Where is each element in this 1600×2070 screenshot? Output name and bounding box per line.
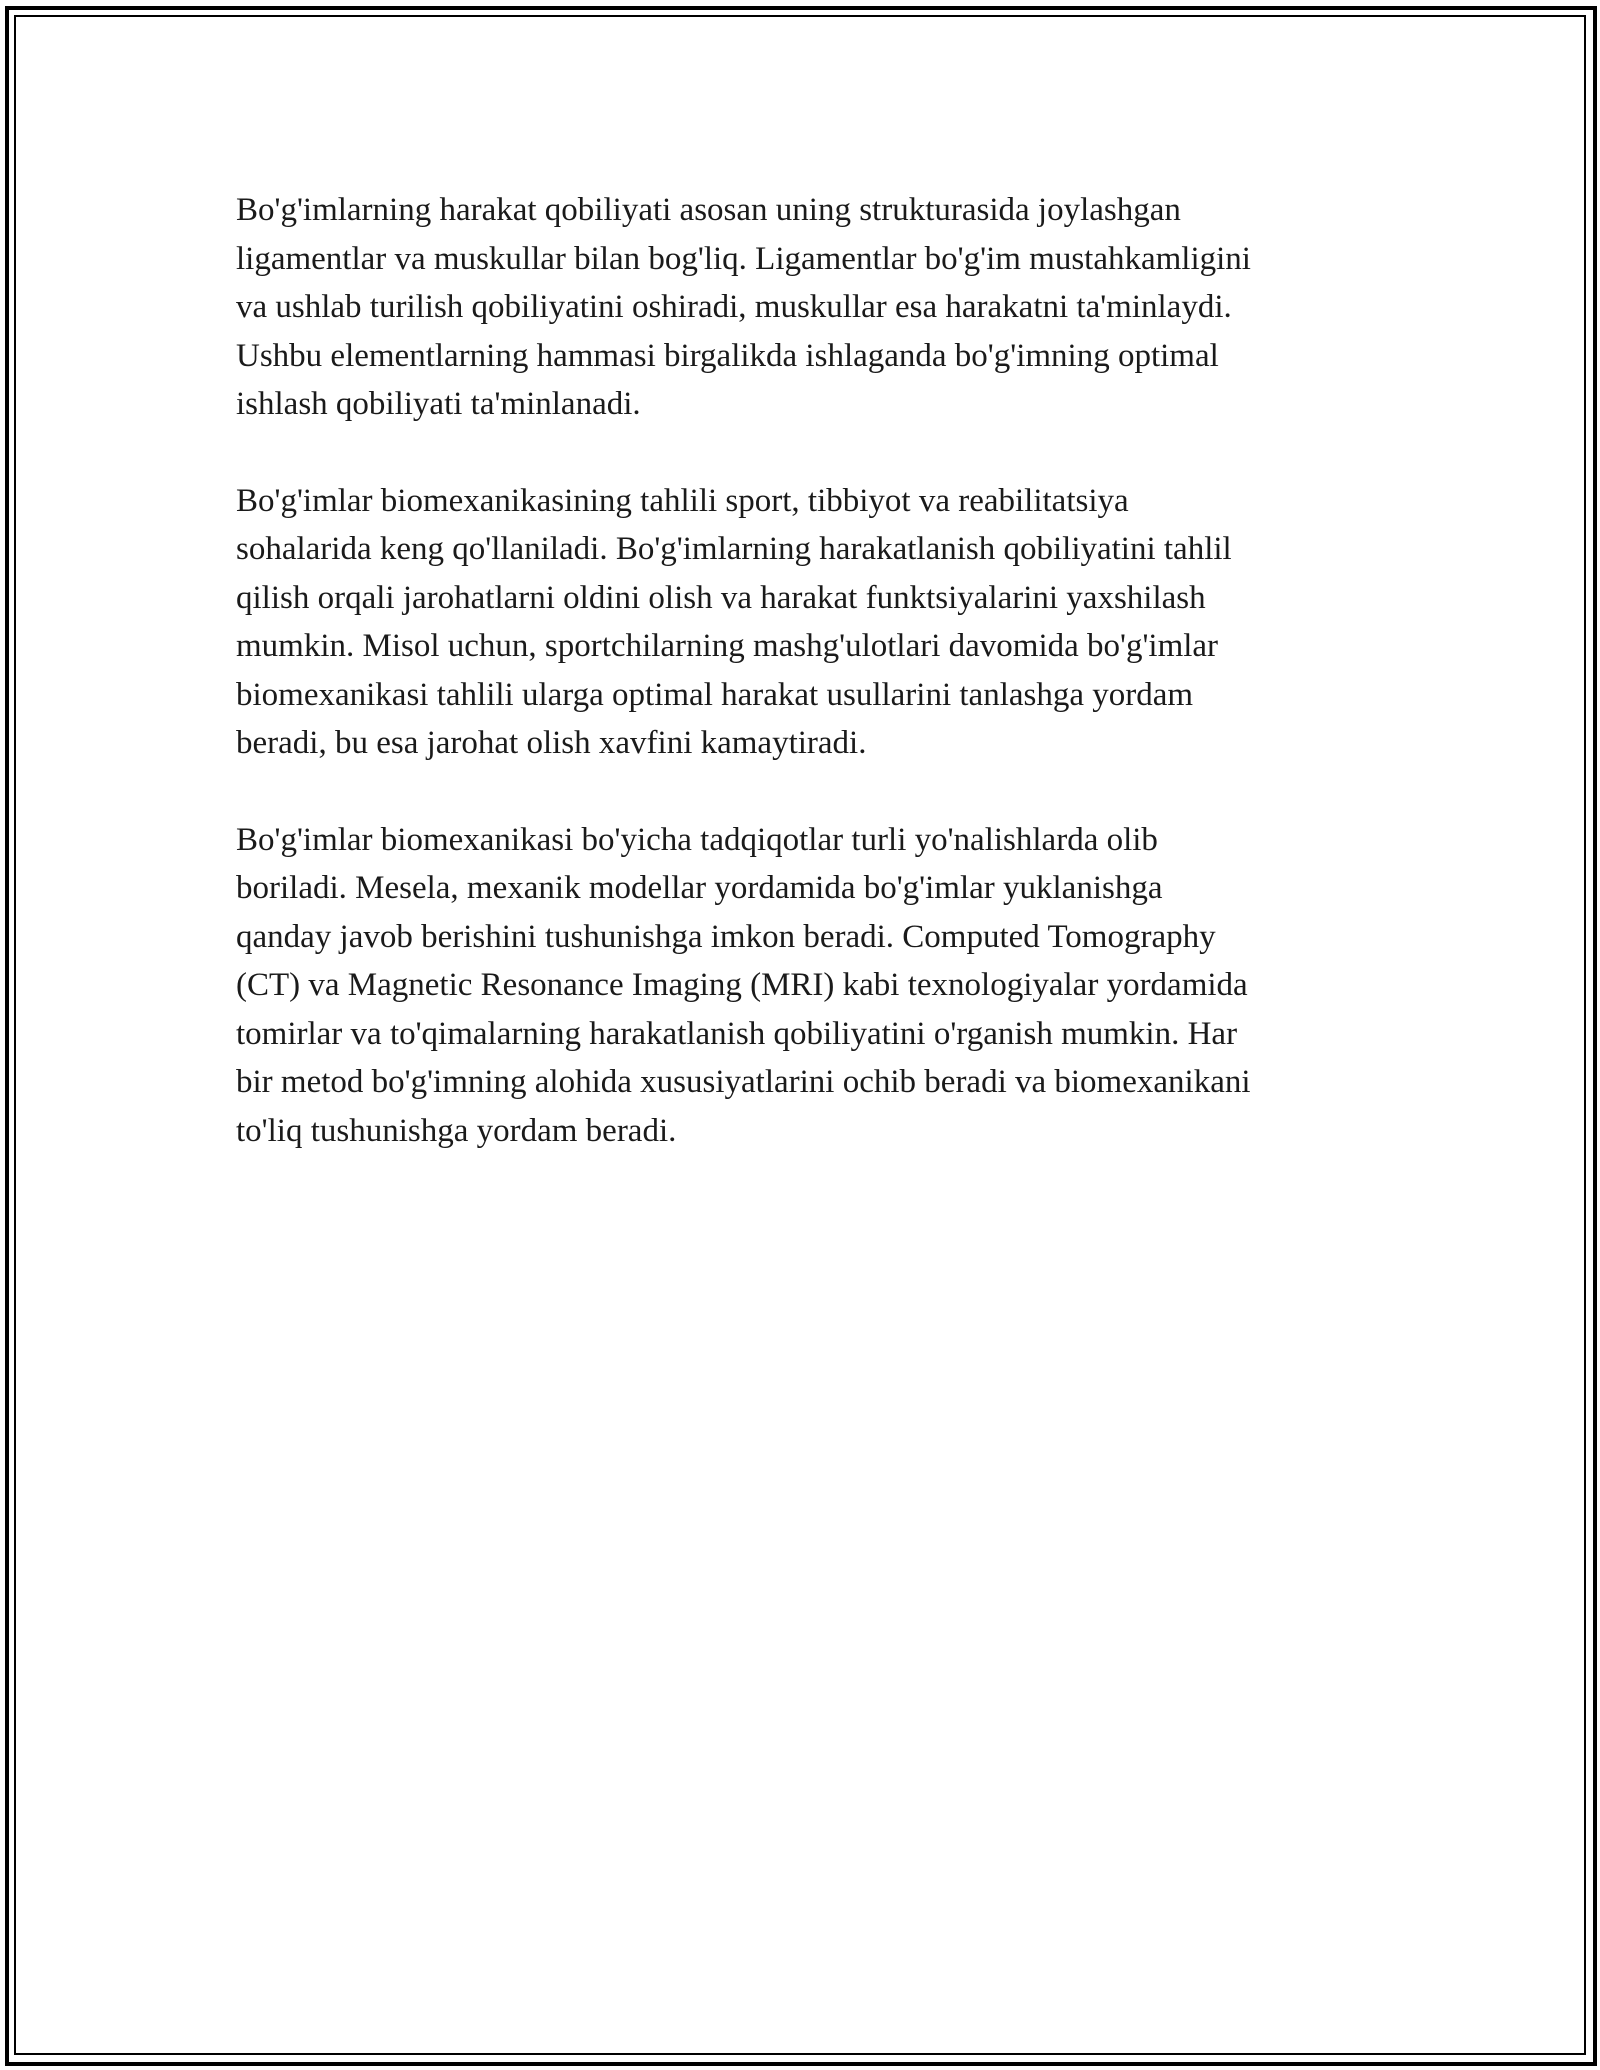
text-line: Ushbu elementlarning hammasi birgalikda ishlaganda bo'g'imning optimal [236, 337, 1219, 374]
text-line: biomexanikasi tahlili ularga optimal harakat usullarini tanlashga yordam [236, 676, 1194, 713]
text-line: bir metod bo'g'imning alohida xususiyatlarini ochib beradi va biomexanikani [236, 1064, 1251, 1100]
text-line: sohalarida keng qo'llaniladi. Bo'g'imlarning harakatlanish qobiliyatini tahlil [236, 531, 1232, 567]
document-body [236, 186, 1376, 1203]
text-line: to'liq tushunishga yordam beradi. [236, 1112, 677, 1149]
text-line: va ushlab turilish qobiliyatini oshiradi, muskullar esa harakatni ta'minlaydi. [236, 289, 1232, 325]
text-line: tomirlar va to'qimalarning harakatlanish qobiliyatini o'rganish mumkin. Har [236, 1015, 1238, 1052]
paragraph-2 [236, 477, 1376, 768]
text-line: beradi, bu esa jarohat olish xavfini kamaytiradi. [236, 725, 867, 761]
text-line: Bo'g'imlar biomexanikasi bo'yicha tadqiqotlar turli yo'nalishlarda olib [236, 821, 1158, 858]
text-line: mumkin. Misol uchun, sportchilarning mashg'ulotlari davomida bo'g'imlar [236, 628, 1219, 664]
text-line: ligamentlar va muskullar bilan bog'liq. Ligamentlar bo'g'im mustahkamligini [236, 240, 1251, 277]
text-line: qanday javob berishini tushunishga imkon beradi. Computed Tomography [236, 918, 1216, 955]
text-line: Bo'g'imlar biomexanikasining tahlili sport, tibbiyot va reabilitatsiya [236, 482, 1129, 519]
paragraph-3 [236, 816, 1376, 1156]
text-line: (CT) va Magnetic Resonance Imaging (MRI) kabi texnologiyalar yordamida [236, 967, 1248, 1003]
paragraph-1 [236, 186, 1376, 429]
text-line: Bo'g'imlarning harakat qobiliyati asosan uning strukturasida joylashgan [236, 192, 1181, 228]
text-line: ishlash qobiliyati ta'minlanadi. [236, 386, 641, 422]
text-line: qilish orqali jarohatlarni oldini olish va harakat funktsiyalarini yaxshilash [236, 579, 1206, 616]
text-line: boriladi. Mesela, mexanik modellar yordamida bo'g'imlar yuklanishga [236, 870, 1163, 906]
